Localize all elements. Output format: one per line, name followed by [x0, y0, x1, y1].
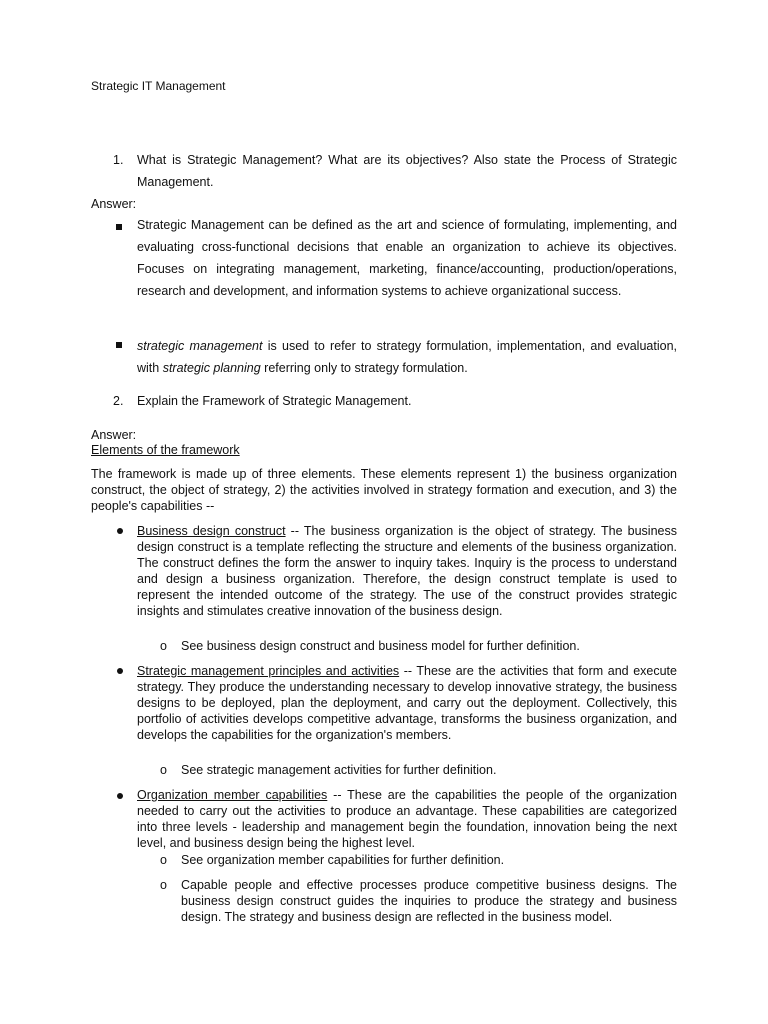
round-bullet-icon — [117, 668, 123, 674]
term-strategic-management-principles: Strategic management principles and activities — [137, 664, 400, 678]
bullet-2-text: -- These are the activities that form and execute strategy. They produce the understanding necessary to develop innovative strategy, the business designs to be deployed, plan the deployment, and carry out the deployment. Collectively, this portfolio of activities develops competitive advantage, transforms the business organization, and develops the capabilities for the organization's members. — [137, 664, 677, 742]
sub-bullet-icon: o — [160, 853, 167, 867]
sub-bullet-icon: o — [160, 639, 167, 653]
document-title: Strategic IT Management — [91, 79, 226, 93]
question-2-number: 2. — [113, 394, 124, 408]
bullet-2-mid: is used to refer to strategy formulation, implementation, and evaluation, with — [137, 339, 677, 375]
sub-bullet-icon: o — [160, 878, 167, 892]
round-bullet-icon — [117, 528, 123, 534]
bullet-3-sub-2: Capable people and effective processes produce competitive business designs. The business design construct guides the inquiries to produce the strategy and business design. The strategy and business design are reflected in the business model. — [181, 878, 677, 924]
question-1-number: 1. — [113, 153, 124, 167]
answer-1-bullet-2 — [137, 335, 677, 379]
bullet-2-sub-1: See strategic management activities for further definition. — [181, 763, 497, 777]
section-heading: Elements of the framework — [91, 443, 240, 457]
round-bullet-icon — [117, 793, 123, 799]
emphasis-strategic-planning: strategic planning — [162, 361, 261, 375]
square-bullet-icon — [116, 224, 122, 230]
sub-bullet-icon: o — [160, 763, 167, 777]
term-organization-member-capabilities: Organization member capabilities — [137, 788, 328, 802]
bullet-1-text: -- The business organization is the object of strategy. The business design construct is a template reflecting the structure and elements of the business organization. The construct defines the form the answer to inquiry takes. Inquiry is the process to understand and design a business organization. Therefore, the design construct template is used to represent the intended outcome of the strategy. The use of the construct provides strategic insights and stimulates creative innovation of the business design. — [137, 524, 677, 618]
answer-1-label: Answer: — [91, 197, 137, 211]
framework-bullet-1 — [137, 523, 677, 619]
bullet-2-end: referring only to strategy formulation. — [260, 361, 468, 375]
bullet-3-text: -- These are the capabilities the people of the organization needed to carry out the activities to produce an advantage. These capabilities are categorized into three levels - leadership and management begin the foundation, innovation being the next level, and business design being the highest level. — [137, 788, 677, 850]
bullet-3-sub-1: See organization member capabilities for further definition. — [181, 853, 505, 867]
term-business-design-construct: Business design construct — [137, 524, 286, 538]
framework-bullet-3 — [137, 787, 677, 851]
bullet-1-sub-1: See business design construct and business model for further definition. — [181, 639, 580, 653]
framework-bullet-2 — [137, 663, 677, 743]
framework-intro: The framework is made up of three elements. These elements represent 1) the business organization construct, the object of strategy, 2) the activities involved in strategy formation and execution, and 3) the people's capabilities -- — [91, 467, 677, 513]
question-2-text: Explain the Framework of Strategic Management. — [137, 394, 412, 408]
emphasis-strategic-management: strategic management — [137, 339, 263, 353]
square-bullet-icon — [116, 342, 122, 348]
question-1-text: What is Strategic Management? What are its objectives? Also state the Process of Strategic Management. — [137, 153, 677, 189]
answer-1-bullet-1: Strategic Management can be defined as the art and science of formulating, implementing, and evaluating cross-functional decisions that enable an organization to achieve its objectives. Focuses on integrating management, marketing, finance/accounting, production/operations, research and development, and information systems to achieve organizational success. — [137, 218, 677, 298]
answer-2-label: Answer: — [91, 428, 137, 442]
